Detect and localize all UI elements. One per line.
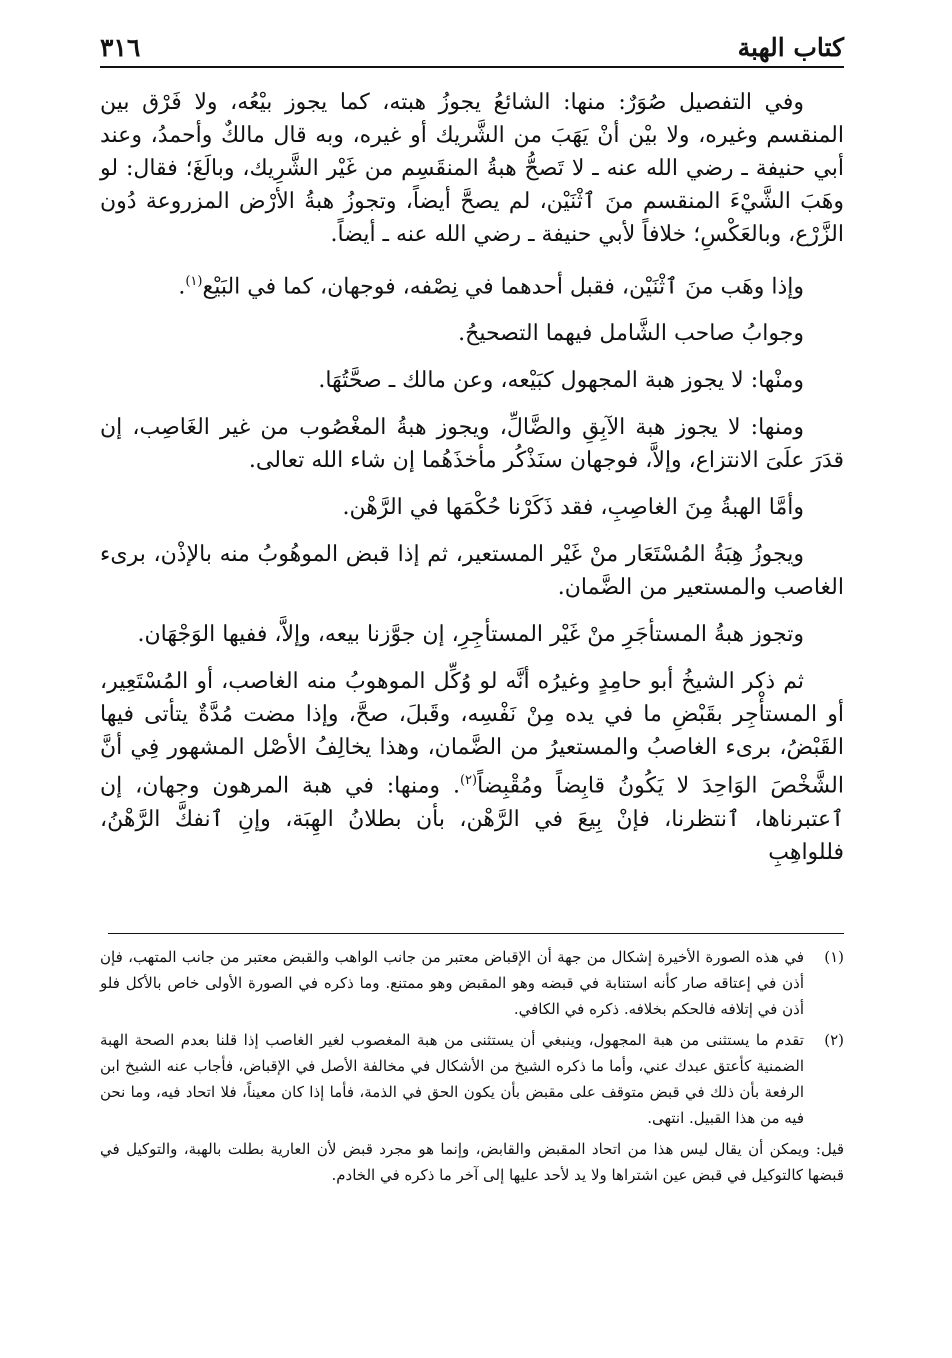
paragraph: وجوابُ صاحب الشَّامل فيهما التصحيحُ. <box>458 321 804 347</box>
paragraph: ومنْها: لا يجوز هبة المجهول كبَيْعه، وعن مالك ـ صحَّتُهَا. <box>318 368 804 394</box>
header-divider <box>100 66 844 68</box>
paragraph-text: وإذا وهَب منَ ٱثْنَيْن، فقبل أحدهما في نِصْفه، فوجهان، كما في البَيْع <box>202 274 804 300</box>
paragraph: ويجوزُ هِبَةُ المُسْتَعَار منْ غَيْر المستعير، ثم إذا قبض الموهُوبُ منه بالإذْن، برىء الغاصب والمستعير من الضَّمان. <box>100 542 844 601</box>
page-number: ٣١٦ <box>100 33 141 62</box>
paragraph: ومنها: لا يجوز هبة الآبِقِ والضَّالِّ، ويجوز هبةُ المغْصُوب من غير الغَاصِب، إن قدَرَ علَىَ الانتزاع، وإلاَّ، فوجهان سنَذْكُر مأخذَهُما إن شاء الله تعالى. <box>100 415 844 474</box>
footnote-1 <box>100 944 844 1022</box>
paragraph-text: ثم ذكر الشيخُ أبو حامِدٍ وغيرُه أنَّه لو وُكِّل الموهوبُ منه الغاصب، أو المُسْتَعِير، أو المستأْجِر بقَبْضِ ما في يده مِنْ نَفْسِه، وقَبلَ، صحَّ، وإذا مضت مُدَّةٌ يتأتى فيها القَبْضُ، برىء الغاصبُ والمستعيرُ من الضَّمان، وهذا يخالِفُ الأصْل المشهور فِي أنَّ الشَّخْصَ الوَاحِدَ لا يَكُونُ قابِضاً ومُقْبِضاً <box>100 669 844 799</box>
paragraph: وتجوز هبةُ المستأجَرِ منْ غَيْر المستأجِرِ، إن جوَّزنا بيعه، وإلاَّ، ففيها الوَجْهَان. <box>137 622 804 648</box>
footnote-number: (٢) <box>824 1031 844 1049</box>
footnote-text: تقدم ما يستثنى من هبة المجهول، وينبغي أن يستثنى من هبة المغصوب لغير الغاصب إذا قلنا بعدم الصحة الهبة الضمنية كأعتق عبدك عني، وأما ما ذكره الشيخ من الأشكال في مخالفة الأصل في الإقباض، فأجاب عنه الشيخ ابن الرفعة بأن ذلك في قبض متوقف على مقبض بأن يكون الحق في الذمة، فأما إذا كان معيناً، فلا اتحاد فيه، وما نحن فيه من هذا القبيل. انتهى. <box>100 1031 804 1127</box>
paragraph: ثم ذكر الشيخُ أبو حامِدٍ وغيرُه أنَّه لو وُكِّل الموهوبُ منه الغاصب، أو المُسْتَعِير، أو المستأْجِر بقَبْضِ ما في يده مِنْ نَفْسِه، وقَبلَ، صحَّ، وإذا مضت مُدَّةٌ يتأتى فيها القَبْضُ، برىء الغاصبُ والمستعيرُ من الضَّمان، وهذا يخالِفُ الأصْل المشهور فِي أنَّ الشَّخْصَ الوَاحِدَ لا يَكُونُ قابِضاً ومُقْبِضاً$^{(٢)}$. ومنها: في هبة المرهون وجهان، إن ٱعتبرناها، ٱنتظرنا، فإنْ بِيعَ في الرَّهْن، بأن بطلانُ الهِبَة، وإنِ ٱنفكَّ الرَّهْنُ، فللواهِبِ <box>100 669 844 865</box>
footnote-2-continuation: قيل: ويمكن أن يقال ليس هذا من اتحاد المقبض والقابض، وإنما هو مجرد قبض لأن العارية بطلت بالهبة، والتوكيل في قبضها كالتوكيل في قبض عين اشتراها ولا يد لأحد عليها إلى آخر ما ذكره في الخادم. <box>100 1140 844 1184</box>
paragraph: وفي التفصيل صُوَرٌ: منها: الشائعُ يجوزُ هبته، كما يجوز بيْعُه، ولا فَرْق بين المنقسم وغيره، ولا بيْن أنْ يَهَبَ من الشَّريك أو غيره، وبه قال مالكٌ وأحمدُ، وعند أبي حنيفة ـ رضي الله عنه ـ لا تَصحُّ هبةُ المنقَسِم من غَيْر الشَّرِيك، وبالَغَ؛ فقال: لو وهَبَ الشَّيْءَ المنقسم منَ ٱثْنَيْن، لم يصحَّ أيضاً، وتجوزُ هبةُ الأرْض المزروعة دُون الزَّرْع، وبالعَكْسِ؛ خلافاً لأبي حنيفة ـ رضي الله عنه ـ أيضاً. <box>100 90 844 247</box>
footnote-ref-2: (٢) <box>459 773 478 789</box>
footnote-divider <box>108 933 844 934</box>
footnotes <box>100 944 844 1188</box>
paragraph-text: ومنها: في هبة المرهون وجهان، إن ٱعتبرناها، ٱنتظرنا، فإنْ بِيعَ في الرَّهْن، بأن بطلانُ الهِبَة، وإنِ ٱنفكَّ الرَّهْنُ، فللواهِبِ <box>100 773 844 865</box>
main-text <box>100 86 844 869</box>
footnote-number: (١) <box>824 948 844 966</box>
book-title: كتاب الهبة <box>737 33 844 62</box>
page-header <box>100 0 844 62</box>
paragraph: وأمَّا الهبةُ مِنَ الغاصِبِ، فقد ذَكَرْنا حُكْمَها في الرَّهْن. <box>342 495 804 521</box>
paragraph: وإذا وهَب منَ ٱثْنَيْن، فقبل أحدهما في نِصْفه، فوجهان، كما في البَيْع$^{(١)}$. <box>178 274 804 300</box>
footnote-2 <box>100 1027 844 1131</box>
footnote-text: في هذه الصورة الأخيرة إشكال من جهة أن الإقباض معتبر من جانب الواهب والقبض معتبر من جانب المتهب، فإن أذن في إعتاقه صار كأنه استنابة في قبضه وهو المقبض وهو ممتنع. وما ذكره في الصورة الأولى خاص بالأكل فلو أذن في إتلافه فالحكم بخلافه. ذكره في الكافي. <box>100 948 804 1018</box>
footnote-ref-1: (١) <box>185 274 203 289</box>
